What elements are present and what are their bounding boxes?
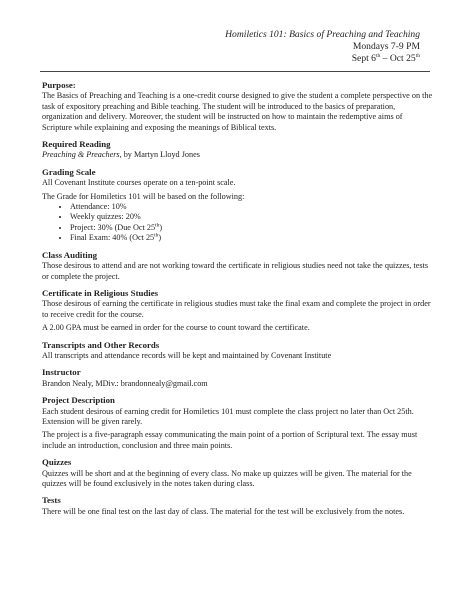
transcripts-text: All transcripts and attendance records will be kept and maintained by Covenant Institute (42, 350, 332, 360)
tests-heading: Tests (42, 495, 61, 506)
quizzes-heading: Quizzes (42, 457, 72, 468)
purpose-heading: Purpose: (42, 80, 76, 90)
transcripts-heading: Transcripts and Other Records (42, 339, 160, 350)
auditing-heading: Class Auditing (42, 249, 98, 260)
course-title: Homiletics 101: Basics of Preaching and Teaching (225, 29, 420, 40)
book-title: Preaching & Preachers (42, 150, 120, 160)
grading-item-attendance: • Attendance: 10% (70, 202, 434, 212)
grading-item-quizzes: • Weekly quizzes: 20% (70, 212, 434, 222)
auditing-text: Those desirous to attend and are not working toward the certificate in religious studies need not take the quizzes, tests or complete the project. (42, 261, 429, 281)
instructor-text (42, 379, 434, 389)
instructor-email[interactable]: brandonnealy@gmail.com (120, 378, 208, 388)
header-divider (40, 71, 430, 72)
document-header (225, 29, 420, 65)
grading-heading: Grading Scale (42, 166, 96, 177)
tests-text: There will be one final test on the last day of class. The material for the test will be exclusively from the notes. (42, 506, 405, 516)
project-deadline-text: Each student desirous of earning credit for Homiletics 101 must complete the class project no later than Oct 25th. Extension will be given rarely. (42, 406, 414, 426)
grading-basis-text: The Grade for Homiletics 101 will be based on the following: (42, 191, 245, 201)
project-essay-text: The project is a five-paragraph essay communicating the main point of a portion of Scriptural text. The essay must include an introduction, conclusion and three main points. (42, 430, 418, 450)
reading-text (42, 150, 434, 160)
purpose-text: The Basics of Preaching and Teaching is a one-credit course designed to give the student a complete perspective on the task of expository preaching and Bible teaching. The student will be introduced to the basics of preparation, organization and delivery. Moreover, the student will be instructed on how to maintain the redemptive aims of Scripture while explaining and exposing the meanings of Biblical texts. (42, 91, 433, 132)
certificate-gpa-text: A 2.00 GPA must be earned in order for the course to count toward the certificate. (42, 323, 310, 333)
quizzes-text: Quizzes will be short and at the beginning of every class. No make up quizzes will be given. The material for the quizzes will be found exclusively in the notes taken during class. (42, 468, 412, 488)
reading-heading: Required Reading (42, 139, 111, 150)
grading-item-project: • Project: 30% (Due Oct 25th) (70, 223, 434, 233)
project-heading: Project Description (42, 395, 115, 406)
instructor-name: Brandon Nealy, MDiv.: (42, 378, 121, 388)
course-schedule: Mondays 7-9 PM (352, 41, 420, 52)
grading-scale-text: All Covenant Institute courses operate on a ten-point scale. (42, 178, 236, 188)
grading-list (42, 202, 434, 244)
syllabus-body (42, 80, 434, 517)
certificate-text: Those desirous of earning the certificate in religious studies must take the final exam and complete the project in order to receive credit for the course. (42, 299, 431, 319)
course-dates: Sept 6th – Oct 25th (351, 52, 420, 64)
grading-item-final-exam: • Final Exam: 40% (Oct 25th) (70, 233, 434, 243)
book-author: , by Martyn Lloyd Jones (119, 150, 200, 160)
instructor-heading: Instructor (42, 367, 81, 378)
certificate-heading: Certificate in Religious Studies (42, 287, 159, 298)
